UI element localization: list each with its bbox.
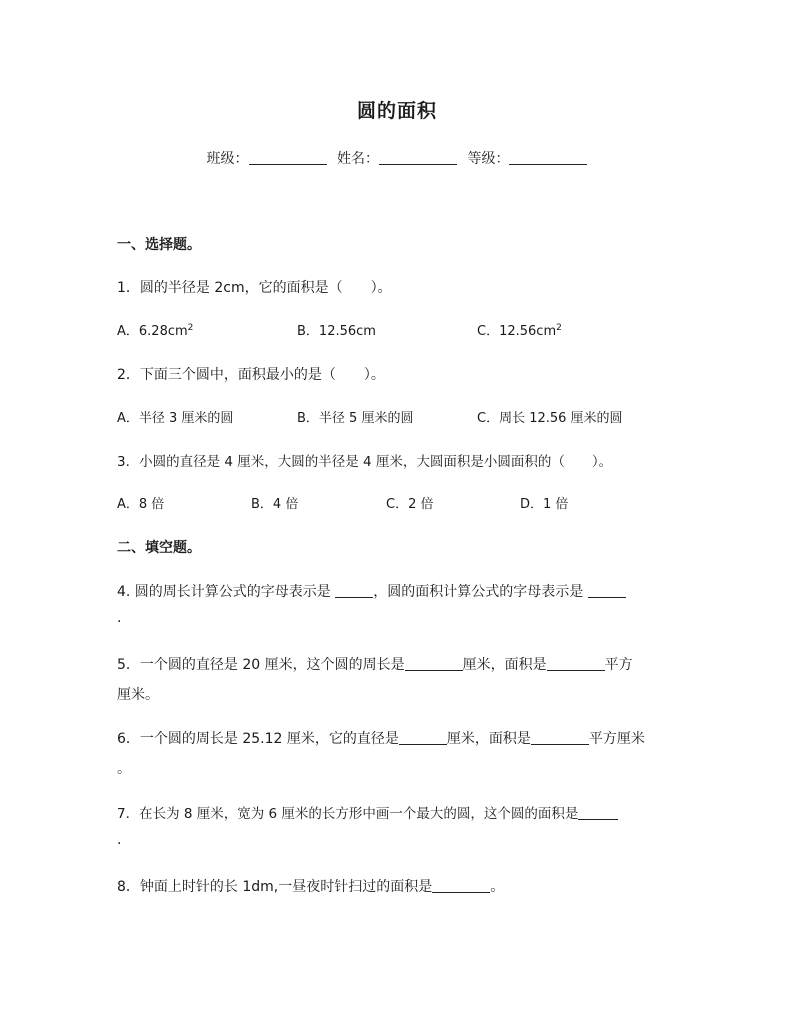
q7-part1: 7．在长为 8 厘米，宽为 6 厘米的长方形中画一个最大的圆，这个圆的面积是 — [117, 806, 579, 822]
question-7 — [117, 802, 618, 822]
q1-option-b: B．12.56cm — [297, 324, 376, 339]
q8-blank — [432, 892, 490, 893]
q2-option-b: B．半径 5 厘米的圆 — [297, 411, 414, 426]
class-blank — [249, 164, 327, 165]
q3-option-a: A．8 倍 — [117, 497, 165, 512]
q6-blank-1 — [399, 744, 447, 745]
q5-part3: 平方 — [604, 657, 633, 673]
q5-blank-1 — [405, 670, 463, 671]
name-blank — [379, 164, 457, 165]
q6-part1: 6．一个圆的周长是 25.12 厘米，它的直径是 — [117, 731, 399, 747]
page-title: 圆的面积 — [356, 100, 437, 122]
question-5 — [117, 654, 633, 674]
q1-option-c-text: C．12.56cm — [477, 324, 557, 339]
q5-part1: 5．一个圆的直径是 20 厘米，这个圆的周长是 — [117, 657, 405, 673]
q6-part2: 厘米，面积是 — [446, 731, 531, 747]
question-3: 3．小圆的直径是 4 厘米，大圆的半径是 4 厘米，大圆面积是小圆面积的（ ）。 — [117, 454, 613, 470]
class-label: 班级： — [206, 151, 249, 167]
section-choice-heading: 一、选择题。 — [117, 237, 201, 253]
student-info-line — [0, 148, 794, 168]
question-8 — [117, 876, 504, 896]
q5-blank-2 — [547, 670, 605, 671]
grade-label: 等级： — [467, 151, 510, 167]
q1-option-a-text: A．6.28cm — [117, 324, 188, 339]
question-2: 2．下面三个圆中，面积最小的是（ ）。 — [117, 367, 385, 383]
q2-option-a: A．半径 3 厘米的圆 — [117, 411, 234, 426]
q7-blank — [578, 819, 618, 820]
q4-blank-2 — [588, 597, 626, 598]
q6-blank-2 — [531, 744, 589, 745]
section-fill-heading: 二、填空题。 — [117, 540, 201, 556]
q4-part2: ，圆的面积计算公式的字母表示是 — [373, 584, 584, 600]
q6-part3: 平方厘米 — [588, 731, 645, 747]
question-4 — [117, 581, 626, 601]
name-label: 姓名： — [337, 151, 379, 167]
q8-part1: 8．钟面上时针的长 1dm,一昼夜时针扫过的面积是 — [117, 879, 433, 895]
q4-blank-1 — [335, 597, 373, 598]
q4-tail: . — [117, 610, 122, 626]
q1-option-a-sup: 2 — [187, 323, 194, 333]
q3-option-d: D．1 倍 — [520, 497, 569, 512]
grade-blank — [509, 164, 587, 165]
q5-part2: 厘米，面积是 — [462, 657, 547, 673]
q2-option-c: C．周长 12.56 厘米的圆 — [477, 411, 623, 426]
q1-option-a — [117, 320, 193, 339]
question-6 — [117, 728, 645, 748]
q7-tail: . — [117, 832, 122, 848]
q1-option-c — [477, 320, 562, 339]
q1-option-c-sup: 2 — [556, 323, 562, 333]
q4-part1: 4. 圆的周长计算公式的字母表示是 — [117, 584, 331, 600]
q3-option-c: C．2 倍 — [386, 497, 434, 512]
q5-line2: 厘米。 — [117, 687, 159, 703]
q6-line2: 。 — [117, 761, 131, 777]
question-1: 1．圆的半径是 2cm，它的面积是（ ）。 — [117, 280, 392, 296]
q3-option-b: B．4 倍 — [251, 497, 299, 512]
q8-part2: 。 — [490, 879, 505, 895]
